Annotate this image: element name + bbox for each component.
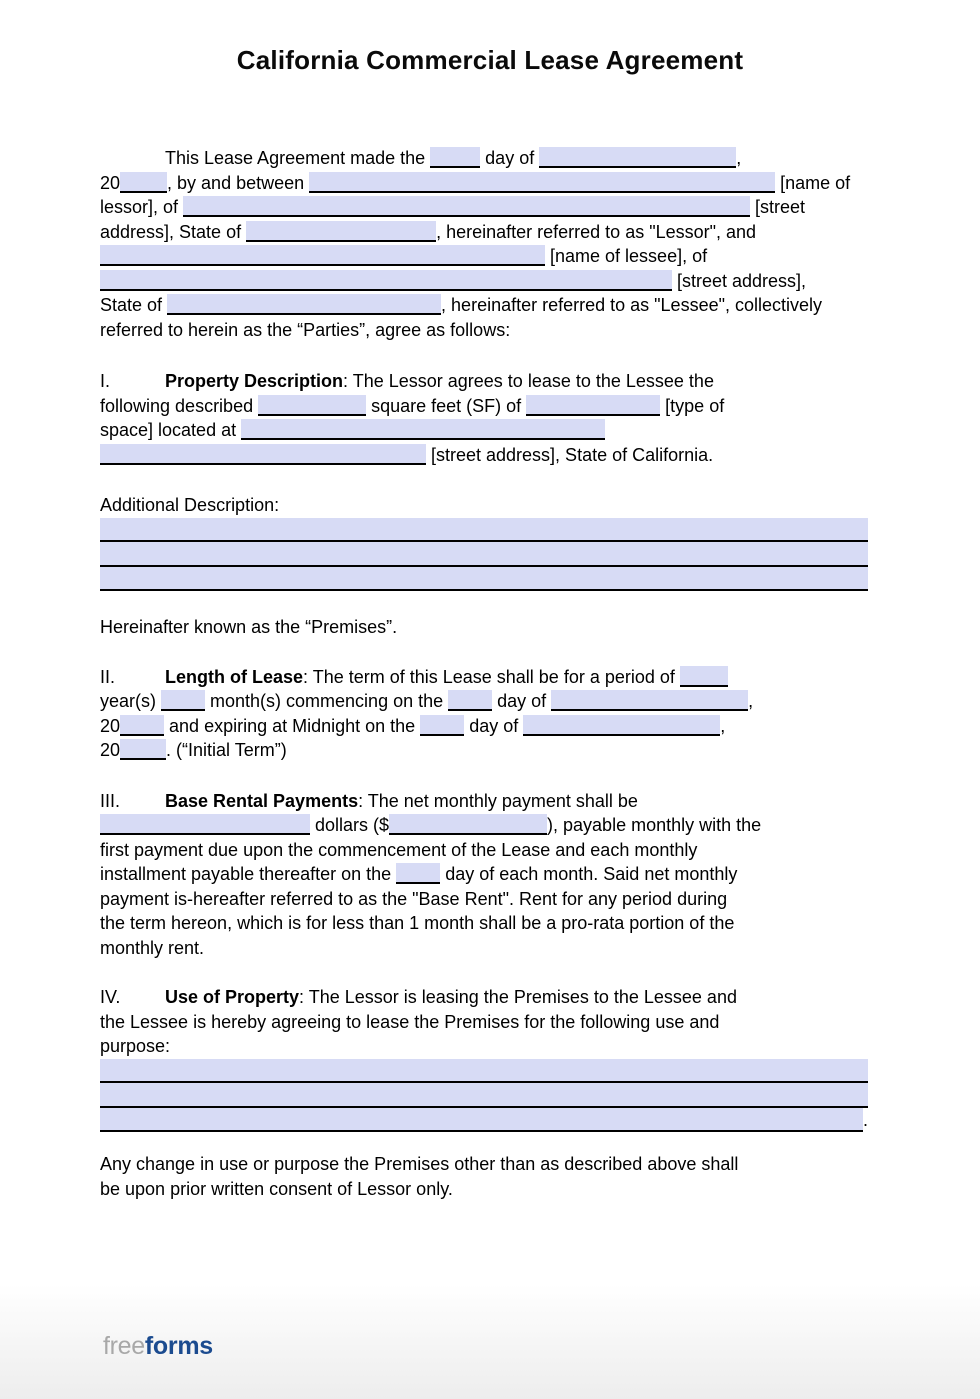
blank-line-row	[100, 1083, 868, 1108]
text-run: day of	[492, 691, 552, 711]
text-run: address], State of	[100, 221, 247, 242]
blank-field[interactable]	[100, 270, 672, 291]
text-run: , hereinafter referred to as "Lessee", collectively	[441, 295, 823, 315]
document-line	[100, 171, 980, 196]
text-run: Additional Description:	[100, 495, 280, 515]
text-run: day of	[480, 148, 540, 168]
blank-field[interactable]	[167, 294, 441, 315]
document-line	[100, 911, 980, 936]
document-line	[100, 394, 980, 419]
blank-line-row	[100, 567, 868, 592]
document-line	[100, 1010, 980, 1035]
document-line	[100, 936, 980, 961]
text-run: lessor], of	[100, 197, 184, 217]
text-run: the term hereon, which is for less than 1 month shall be a pro-rata portion of the	[100, 913, 735, 933]
section-number: III.	[100, 790, 121, 811]
opening-paragraph	[100, 146, 980, 342]
document-line	[100, 738, 980, 763]
document-line	[100, 418, 980, 443]
section-number: I.	[100, 371, 111, 391]
section-use-of-property	[100, 985, 980, 1132]
text-run: , by and between	[167, 172, 310, 193]
document-body	[0, 146, 980, 1201]
section-property-description	[100, 369, 980, 467]
blank-field[interactable]	[420, 715, 464, 736]
blank-line[interactable]	[100, 1059, 868, 1084]
document-line	[100, 1034, 980, 1059]
blank-field[interactable]	[430, 147, 480, 168]
blank-field[interactable]	[258, 395, 366, 416]
document-line	[100, 789, 980, 814]
document-line	[100, 714, 980, 739]
text-run: This Lease Agreement made the	[165, 148, 431, 168]
blank-field[interactable]	[523, 715, 720, 736]
blank-field[interactable]	[539, 147, 736, 168]
text-run: ,	[748, 691, 754, 711]
blank-line[interactable]	[100, 518, 868, 543]
document-line	[100, 813, 980, 838]
blank-line-row	[100, 518, 868, 543]
blank-field[interactable]	[551, 690, 748, 711]
blank-field[interactable]	[161, 690, 205, 711]
text-run: and expiring at Midnight on the	[164, 715, 421, 736]
blank-line[interactable]	[100, 542, 868, 567]
logo-text-forms: forms	[144, 1332, 213, 1360]
text-run: ), payable monthly with the	[547, 815, 762, 835]
text-run: the Lessee is hereby agreeing to lease the Premises for the following use and	[100, 1011, 720, 1032]
document-line	[100, 862, 980, 887]
freeforms-logo	[103, 1332, 213, 1361]
text-run: ,	[736, 148, 742, 168]
blank-field[interactable]	[448, 690, 492, 711]
text-run: square feet (SF) of	[366, 395, 527, 416]
document-line	[100, 985, 980, 1010]
text-run: , hereinafter referred to as "Lessor", and	[436, 221, 757, 242]
blank-field[interactable]	[183, 196, 750, 217]
additional-description	[100, 493, 980, 591]
document-line	[100, 887, 980, 912]
text-run: month(s) commencing on the	[205, 691, 449, 711]
blank-line-row	[100, 1059, 868, 1084]
text-run: . (“Initial Term”)	[166, 740, 287, 760]
blank-field[interactable]	[680, 666, 728, 687]
text-run: [name of lessee], of	[545, 246, 708, 266]
text-run: day of each month. Said net monthly	[440, 864, 738, 884]
blank-field[interactable]	[389, 814, 547, 835]
blank-field[interactable]	[309, 172, 775, 193]
text-run: [street address],	[672, 270, 807, 291]
section-heading: Use of Property	[165, 987, 300, 1007]
blank-line[interactable]	[100, 567, 868, 592]
text-run: year(s)	[100, 691, 162, 711]
text-run: [street	[750, 197, 806, 217]
document-line	[100, 838, 980, 863]
use-change-clause	[100, 1152, 980, 1201]
document-line	[100, 146, 980, 171]
blank-field[interactable]	[241, 419, 605, 440]
text-run: [name of	[775, 172, 851, 193]
text-run: State of	[100, 295, 168, 315]
section-number: II.	[100, 666, 116, 687]
premises-note	[100, 615, 980, 640]
text-run: 20	[100, 740, 121, 760]
section-heading: Length of Lease	[165, 666, 304, 687]
text-run: dollars ($	[310, 815, 390, 835]
text-run: 20	[100, 172, 121, 193]
document-line	[100, 220, 980, 245]
blank-line[interactable]	[100, 1108, 863, 1133]
text-run: .	[862, 1109, 868, 1130]
text-run: 20	[100, 715, 121, 736]
text-run: : The Lessor agrees to lease to the Lessee the	[343, 371, 714, 391]
blank-field[interactable]	[100, 444, 426, 465]
text-run: be upon prior written consent of Lessor only.	[100, 1178, 453, 1199]
blank-line[interactable]	[100, 1083, 868, 1108]
blank-field[interactable]	[396, 863, 440, 884]
document-line	[100, 1177, 980, 1202]
blank-field[interactable]	[120, 715, 164, 736]
section-length-of-lease	[100, 665, 980, 763]
text-run: : The term of this Lease shall be for a period of	[303, 666, 680, 687]
blank-field[interactable]	[246, 221, 436, 242]
document-line	[100, 369, 980, 394]
text-run: [street address], State of California.	[426, 444, 714, 465]
text-run: monthly rent.	[100, 937, 205, 958]
text-run: following described	[100, 395, 259, 416]
text-run: referred to herein as the “Parties”, agree as follows:	[100, 319, 511, 340]
text-run: : The net monthly payment shall be	[358, 790, 638, 811]
blank-field[interactable]	[120, 172, 167, 193]
blank-line-row	[100, 1108, 868, 1133]
text-run: space] located at	[100, 420, 242, 440]
document-line	[100, 443, 980, 468]
blank-field[interactable]	[100, 814, 310, 835]
text-run: installment payable thereafter on the	[100, 864, 397, 884]
text-run: purpose:	[100, 1036, 171, 1056]
text-run: ,	[720, 715, 726, 736]
blank-field[interactable]	[526, 395, 660, 416]
text-run: first payment due upon the commencement of the Lease and each monthly	[100, 839, 698, 860]
text-run: Hereinafter known as the “Premises”.	[100, 617, 398, 637]
document-line	[100, 493, 980, 518]
section-number: IV.	[100, 987, 121, 1007]
document-line	[100, 195, 980, 220]
document-line	[100, 615, 980, 640]
section-base-rental-payments	[100, 789, 980, 961]
document-line	[100, 269, 980, 294]
document-line	[100, 293, 980, 318]
document-line	[100, 1152, 980, 1177]
blank-field[interactable]	[100, 245, 545, 266]
section-heading: Base Rental Payments	[165, 790, 359, 811]
text-run: Any change in use or purpose the Premises other than as described above shall	[100, 1154, 739, 1174]
logo-text-free: free	[103, 1332, 145, 1360]
document-line	[100, 689, 980, 714]
section-heading: Property Description	[165, 371, 344, 391]
text-run: [type of	[660, 395, 725, 416]
blank-field[interactable]	[120, 739, 166, 760]
document-line	[100, 244, 980, 269]
document-title: California Commercial Lease Agreement	[236, 45, 744, 75]
document-line	[100, 318, 980, 343]
text-run: day of	[464, 715, 524, 736]
blank-line-row	[100, 542, 868, 567]
text-run: payment is-hereafter referred to as the "Base Rent". Rent for any period during	[100, 888, 728, 909]
document-line	[100, 665, 980, 690]
text-run: : The Lessor is leasing the Premises to the Lessee and	[299, 987, 737, 1007]
